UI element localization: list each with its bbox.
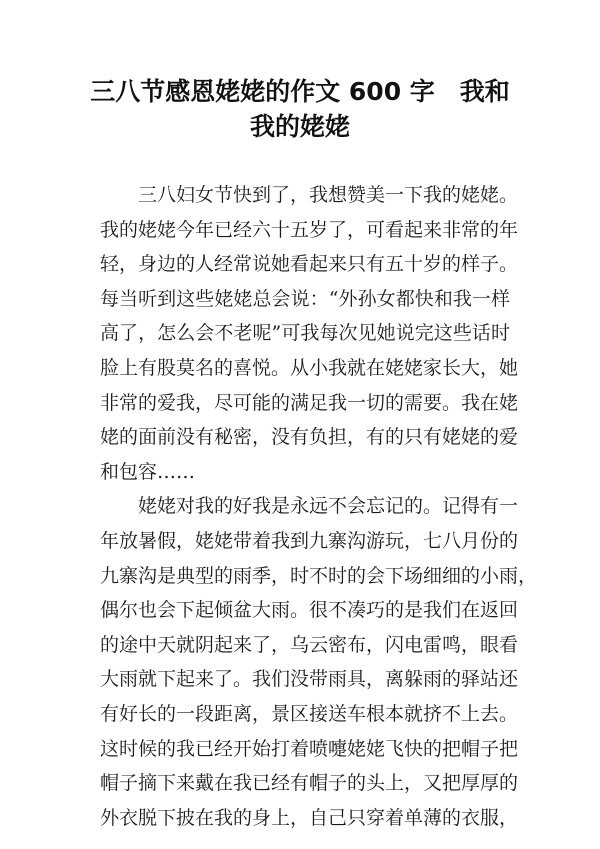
- text-line: 三八妇女节快到了，我想赞美一下我的姥姥。: [138, 184, 519, 206]
- text-line: 九寨沟是典型的雨季，时不时的会下场细细的小雨，: [100, 564, 538, 587]
- text-line: 轻，身边的人经常说她看起来只有五十岁的样子。: [100, 253, 519, 276]
- text-line: 偶尔也会下起倾盆大雨。很不凑巧的是我们在返回: [100, 599, 519, 622]
- title-line: 三八节感恩姥姥的作文 600 字 我和: [90, 77, 510, 106]
- text-line: 非常的爱我，尽可能的满足我一切的需要。我在姥: [100, 391, 519, 414]
- paragraph-1: [100, 178, 519, 489]
- title-line: 我的姥姥: [249, 112, 350, 141]
- text-line: 这时候的我已经开始打着喷嚏姥姥飞快的把帽子把: [100, 737, 519, 760]
- text-line: 脸上有股莫名的喜悦。从小我就在姥姥家长大，她: [100, 356, 519, 379]
- text-line: 和包容……: [100, 460, 196, 483]
- text-line: 有好长的一段距离，景区接送车根本就挤不上去。: [100, 702, 519, 725]
- text-line: 姥姥对我的好我是永远不会忘记的。记得有一: [138, 495, 519, 518]
- text-line: 大雨就下起来了。我们没带雨具，离躲雨的驿站还: [100, 668, 519, 691]
- article-body: [100, 178, 538, 835]
- text-line: 年放暑假，姥姥带着我到九寨沟游玩，七八月份的: [100, 529, 519, 552]
- text-line: 高了，怎么会不老呢”可我每次见她说完这些话时: [100, 322, 510, 345]
- text-line: 我的姥姥今年已经六十五岁了，可看起来非常的年: [100, 218, 519, 241]
- text-line: 的途中天就阴起来了，乌云密布，闪电雷鸣，眼看: [100, 633, 519, 656]
- text-line: 外衣脱下披在我的身上，自己只穿着单薄的衣服，: [100, 806, 519, 829]
- text-line: 每当听到这些姥姥总会说：“外孙女都快和我一样: [100, 287, 510, 310]
- page-title: [60, 74, 540, 144]
- paragraph-2: [100, 489, 538, 835]
- text-line: 帽子摘下来戴在我已经有帽子的头上，又把厚厚的: [100, 772, 519, 795]
- text-line: 姥的面前没有秘密，没有负担，有的只有姥姥的爱: [100, 426, 519, 449]
